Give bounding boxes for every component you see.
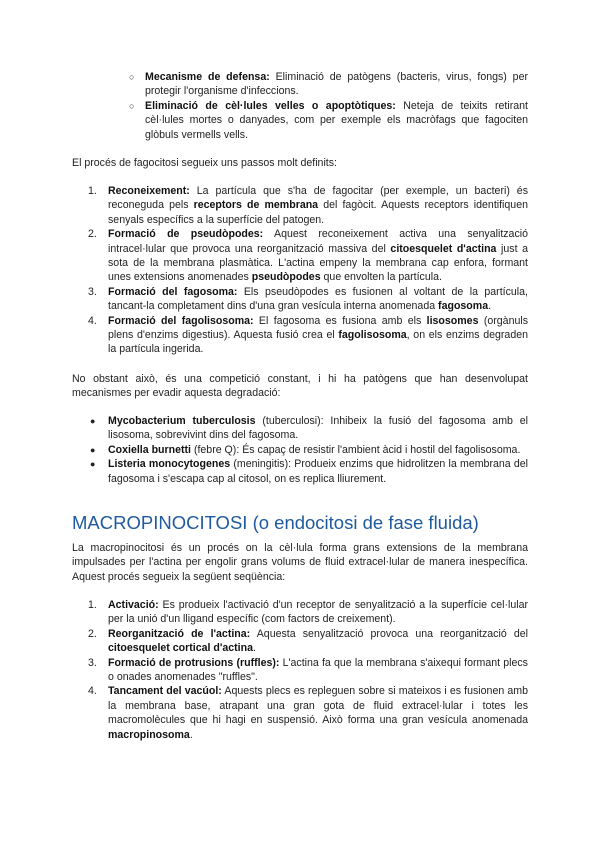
- pathogen-description: (meningitis): Produeix enzims que hidrolitzen la membrana del fagosoma i s'escapa cap al citosol, on es replica lliurement.: [108, 458, 529, 485]
- step-bold-text: citoesquelet d'actina: [390, 242, 497, 255]
- function-sublist: [129, 70, 528, 142]
- step-bold-text: Tancament del vacúol:: [108, 685, 222, 698]
- step-item: [88, 227, 528, 285]
- step-text: .: [488, 300, 492, 313]
- step-item: [88, 656, 528, 685]
- step-text: just a sota de la membrana plasmàtica. L'actina empeny la membrana cap enfora, formant unes extensions anomenades: [108, 242, 528, 284]
- step-item: [88, 314, 529, 357]
- item-lead: Mecanisme de defensa:: [145, 71, 270, 83]
- pathogen-description: (tuberculosi): Inhibeix la fusió del fagosoma amb el lisosoma, sobrevivint dins del fagosoma.: [108, 415, 528, 442]
- step-item: [88, 627, 528, 656]
- competition-paragraph: No obstant això, és una competició constant, i hi ha patògens que han desenvolupat mecanismes per evadir aquesta degradació:: [72, 373, 528, 400]
- step-bold-text: macropinosoma: [108, 728, 190, 741]
- step-item: [88, 598, 528, 627]
- step-bold-text: fagolisosoma: [338, 329, 407, 342]
- step-bold-text: Activació:: [108, 599, 159, 611]
- step-number: 3.: [88, 656, 97, 669]
- step-text: Es produeix l'activació d'un receptor de senyalització a la superfície cel·lular per la unió d'un lligand específic (com factors de creixement).: [108, 599, 528, 626]
- step-text: (orgànuls plens d'enzims digestius). Aquesta fusió crea el: [108, 314, 529, 342]
- item-text: Eliminació de patògens (bacteris, virus, fongs) per protegir l'organisme d'infeccions.: [145, 71, 528, 98]
- fagocitosi-steps: [88, 184, 529, 357]
- step-text: Aquests plecs es repleguen sobre si mateixos i es fusionen amb la membrana base, atrapant una gran gota de fluid extracel·lular i totes les macromolècules que hi hagi en suspensió. Això forma una gran vesícula anomenada: [108, 685, 528, 727]
- step-text: Aquest reconeixement activa una senyalització intracel·lular que provoca una reorganització massiva del: [108, 228, 528, 255]
- macropinocitosi-intro: La macropinocitosi és un procés on la cèl·lula forma grans extensions de la membrana impulsades per l'actina per engolir grans volums de fluid extracel·lular de manera inespecífica. Aquest procés segueix la següent seqüència:: [72, 542, 528, 583]
- step-bold-text: Formació del fagosoma:: [108, 285, 238, 298]
- fagocitosi-intro: El procés de fagocitosi segueix uns passos molt definits:: [72, 157, 337, 169]
- list-item: [129, 99, 528, 142]
- hollow-circle-bullet-icon: ○: [129, 72, 135, 82]
- step-bold-text: Formació del fagolisosoma:: [108, 314, 254, 327]
- step-text: que envolten la partícula.: [320, 271, 442, 284]
- step-number: 2.: [88, 627, 97, 640]
- filled-circle-bullet-icon: ●: [90, 444, 96, 455]
- pathogen-list: [90, 414, 529, 486]
- hollow-circle-bullet-icon: ○: [129, 100, 135, 111]
- step-bold-text: lisosomes: [426, 314, 479, 327]
- item-lead: Eliminació de cèl·lules velles o apoptòtiques:: [145, 99, 396, 112]
- step-bold-text: Reorganització de l'actina:: [108, 627, 251, 640]
- step-text: .: [189, 728, 193, 741]
- step-text: Els pseudòpodes es fusionen al voltant de la partícula, tancant-la completament dins d'una gran vesícula interna anomenada: [108, 285, 528, 313]
- pathogen-name: Mycobacterium tuberculosis: [108, 415, 256, 427]
- step-text: El fagosoma es fusiona amb els: [253, 314, 427, 327]
- step-text: Aquesta senyalització provoca una reorganització del: [250, 627, 528, 640]
- step-text: del fagòcit. Aquests receptors identifiquen senyals específics a la superfície del patogen.: [108, 199, 528, 226]
- step-item: [88, 184, 528, 227]
- step-number: 4.: [88, 685, 97, 698]
- pathogen-name: Listeria monocytogenes: [108, 458, 231, 471]
- section-heading: MACROPINOCITOSI (o endocitosi de fase fluida): [72, 512, 479, 533]
- step-number: 2.: [88, 228, 97, 241]
- step-text: , on els enzims degraden la partícula ingerida.: [108, 329, 528, 356]
- step-bold-text: Formació de protrusions (ruffles):: [108, 656, 280, 669]
- step-number: 4.: [88, 314, 97, 327]
- list-item: [129, 70, 528, 99]
- step-bold-text: pseudòpodes: [251, 271, 321, 284]
- step-text: La partícula que s'ha de fagocitar (per exemple, un bacteri) és reconeguda pels: [108, 185, 528, 212]
- step-item: [88, 684, 528, 742]
- filled-circle-bullet-icon: ●: [90, 459, 96, 470]
- step-text: .: [253, 642, 256, 655]
- pathogen-item: [90, 414, 528, 443]
- pathogen-description: (febre Q): És capaç de resistir l'ambient àcid i hostil del fagolisosoma.: [191, 443, 521, 456]
- pathogen-item: [90, 457, 529, 486]
- pathogen-name: Coxiella burnetti: [108, 443, 191, 456]
- step-bold-text: Formació de pseudòpodes:: [108, 228, 264, 241]
- step-number: 1.: [88, 599, 97, 611]
- pathogen-item: [90, 443, 528, 457]
- step-bold-text: receptors de membrana: [193, 199, 319, 212]
- step-bold-text: citoesquelet cortical d'actina: [108, 642, 253, 655]
- step-number: 1.: [88, 185, 97, 197]
- step-bold-text: fagosoma: [438, 300, 489, 313]
- macropinocitosi-steps: [88, 598, 528, 742]
- step-item: [88, 285, 528, 314]
- step-number: 3.: [88, 285, 97, 298]
- step-text: L'actina fa que la membrana s'aixequi formant plecs o onades anomenades "ruffles".: [108, 656, 528, 684]
- filled-circle-bullet-icon: ●: [90, 416, 96, 426]
- step-bold-text: Reconeixement:: [108, 185, 190, 197]
- item-text: Neteja de teixits retirant cèl·lules mortes o danyades, com per exemple els macròfags que fagociten glòbuls vermells vells.: [145, 99, 528, 141]
